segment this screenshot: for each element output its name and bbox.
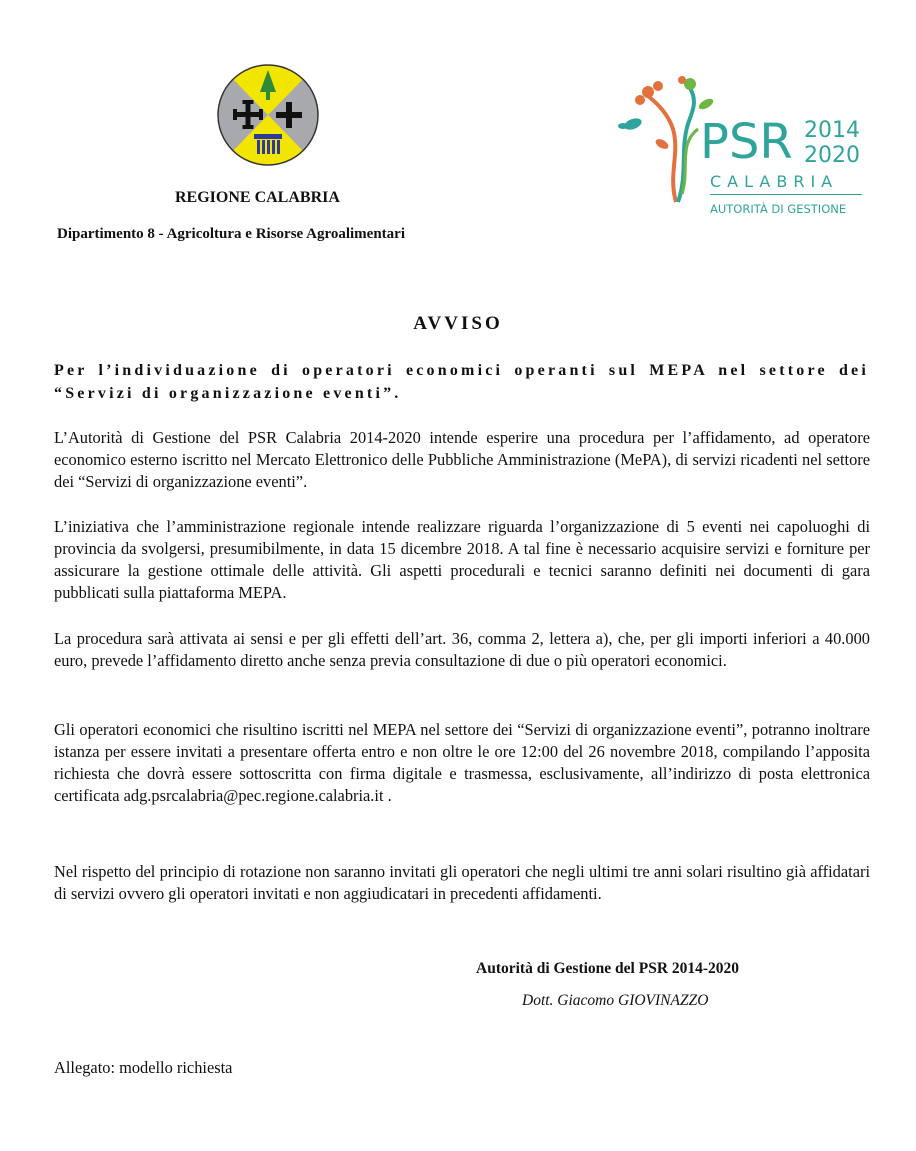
paragraph-rotation: Nel rispetto del principio di rotazione non saranno invitati gli operatori che negli ultimi tre anni solari risultino già affidatari di servizi ovvero gli operatori invitati e non aggiudicatari in precedenti affidamenti. xyxy=(54,862,870,903)
regione-calabria-crest-icon xyxy=(216,62,320,168)
psr-year-end: 2020 xyxy=(804,143,860,168)
signature-organization: Autorità di Gestione del PSR 2014-2020 xyxy=(476,960,740,977)
psr-calabria-logo-icon xyxy=(618,74,868,224)
attachment-note: Allegato: modello richiesta xyxy=(54,1058,233,1077)
psr-region: CALABRIA xyxy=(710,172,839,191)
psr-year-start: 2014 xyxy=(804,118,860,143)
psr-authority: AUTORITÀ DI GESTIONE xyxy=(710,202,847,216)
region-name: REGIONE CALABRIA xyxy=(175,189,340,206)
paragraph-procedure: L’Autorità di Gestione del PSR Calabria 2014-2020 intende esperire una procedura per l’affidamento, ad operatore economico esterno iscritto nel Mercato Elettronico delle Pubbliche Amministrazione (MePA), di servizi ricadenti nel settore dei “Servizi di organizzazione eventi”. xyxy=(54,428,870,491)
paragraph-application: Gli operatori economici che risultino iscritti nel MEPA nel settore dei “Servizi di organizzazione eventi”, potranno inoltrare istanza per essere invitati a presentare offerta entro e non oltre le ore 12:00 del 26 novembre 2018, compilando l’apposita richiesta che dovrà essere sottoscritta con firma digitale e trasmessa, esclusivamente, all’indirizzo di posta elettronica certificata adg.psrcalabria@pec.regione.calabria.it . xyxy=(54,720,870,805)
notice-title: AVVISO xyxy=(413,313,503,334)
psr-text: PSR xyxy=(700,114,793,170)
paragraph-legal-basis: La procedura sarà attivata ai sensi e per gli effetti dell’art. 36, comma 2, lettera a), che, per gli importi inferiori a 40.000 euro, prevede l’affidamento diretto anche senza previa consultazione di due o più operatori economici. xyxy=(54,629,870,670)
signature-name: Dott. Giacomo GIOVINAZZO xyxy=(522,992,709,1009)
notice-subtitle: Per l’individuazione di operatori economici operanti sul MEPA nel settore dei “Servizi di organizzazione eventi”. xyxy=(54,362,869,402)
paragraph-initiative: L’iniziativa che l’amministrazione regionale intende realizzare riguarda l’organizzazione di 5 eventi nei capoluoghi di provincia da svolgersi, presumibilmente, in data 15 dicembre 2018. A tal fine è necessario acquisire servizi e forniture per assicurare la gestione ottimale delle attività. Gli aspetti procedurali e tecnici saranno definiti nei documenti di gara pubblicati sulla piattaforma MEPA. xyxy=(54,517,870,602)
department-name: Dipartimento 8 - Agricoltura e Risorse Agroalimentari xyxy=(57,226,405,242)
